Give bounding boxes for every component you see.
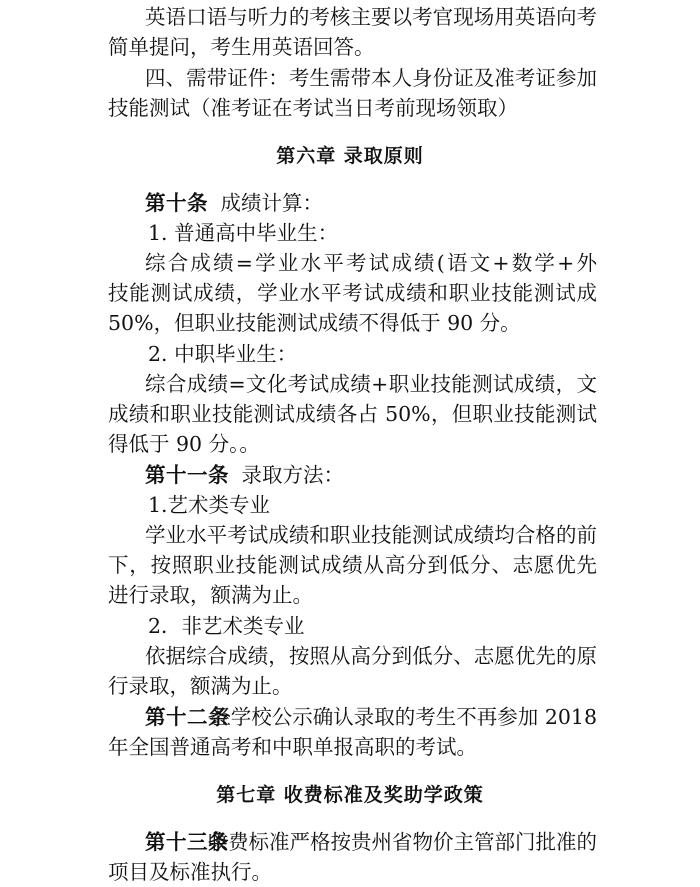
article-13-line-1 bbox=[145, 827, 597, 857]
article-12-title: 第十二条 bbox=[145, 705, 229, 729]
article-12-text-line-1: 经学校公示确认录取的考生不再参加 2018 bbox=[210, 705, 597, 729]
article-11-sub-1-line-1: 学业水平考试成绩和职业技能测试成绩均合格的前 bbox=[145, 523, 597, 547]
article-10-sub-1-label: 1. 普通高中毕业生： bbox=[148, 221, 339, 245]
article-11-sub-2-label: 2．非艺术类专业 bbox=[148, 614, 305, 638]
item-4-line-2: 技能测试（准考证在考试当日考前现场领取） bbox=[108, 96, 518, 120]
article-11-sub-1-label: 1.艺术类专业 bbox=[148, 493, 271, 517]
article-10-heading bbox=[145, 188, 323, 218]
article-10-sub-1-line-3: 50%，但职业技能测试成绩不得低于 90 分。 bbox=[108, 311, 521, 335]
article-11-sub-1-line-3: 进行录取，额满为止。 bbox=[108, 583, 313, 607]
article-12-line-2: 年全国普通高考和中职单报高职的考试。 bbox=[108, 735, 477, 759]
article-11-subtitle: 录取方法： bbox=[241, 463, 345, 487]
chapter-7-heading: 第七章 收费标准及奖助学政策 bbox=[216, 784, 484, 806]
article-11-title: 第十一条 bbox=[145, 463, 229, 487]
article-10-sub-2-line-3: 得低于 90 分。。 bbox=[108, 432, 260, 456]
article-10-sub-2-label: 2. 中职毕业生： bbox=[148, 342, 298, 366]
item-4-line-1: 四、需带证件：考生需带本人身份证及准考证参加 bbox=[145, 66, 597, 90]
article-11-sub-2-line-1: 依据综合成绩，按照从高分到低分、志愿优先的原 bbox=[145, 644, 597, 668]
article-10-sub-2-line-2: 成绩和职业技能测试成绩各占 50%，但职业技能测试 bbox=[108, 402, 597, 426]
article-13-line-2: 项目及标准执行。 bbox=[108, 860, 272, 884]
intro-line-2: 简单提问，考生用英语回答。 bbox=[108, 35, 375, 59]
article-10-sub-2-line-1: 综合成绩=文化考试成绩+职业技能测试成绩，文 bbox=[145, 372, 597, 396]
chapter-6-heading: 第六章 录取原则 bbox=[276, 145, 424, 167]
article-10-title: 第十条 bbox=[145, 191, 208, 215]
intro-line-1: 英语口语与听力的考核主要以考官现场用英语向考 bbox=[145, 5, 597, 29]
article-12-line-1 bbox=[145, 702, 597, 732]
article-11-sub-1-line-2: 下，按照职业技能测试成绩从高分到低分、志愿优先 bbox=[108, 553, 597, 577]
article-10-sub-1-line-2: 技能测试成绩，学业水平考试成绩和职业技能测试成 bbox=[108, 281, 597, 305]
article-13-text-line-1: 收费标准严格按贵州省物价主管部门批准的 bbox=[207, 830, 597, 854]
article-11-sub-2-line-2: 行录取，额满为止。 bbox=[108, 674, 293, 698]
article-10-subtitle: 成绩计算： bbox=[220, 191, 324, 215]
article-10-sub-1-line-1: 综合成绩=学业水平考试成绩(语文+数学+外 bbox=[145, 251, 597, 275]
article-13-title: 第十三条 bbox=[145, 830, 229, 854]
article-11-heading bbox=[145, 460, 344, 490]
